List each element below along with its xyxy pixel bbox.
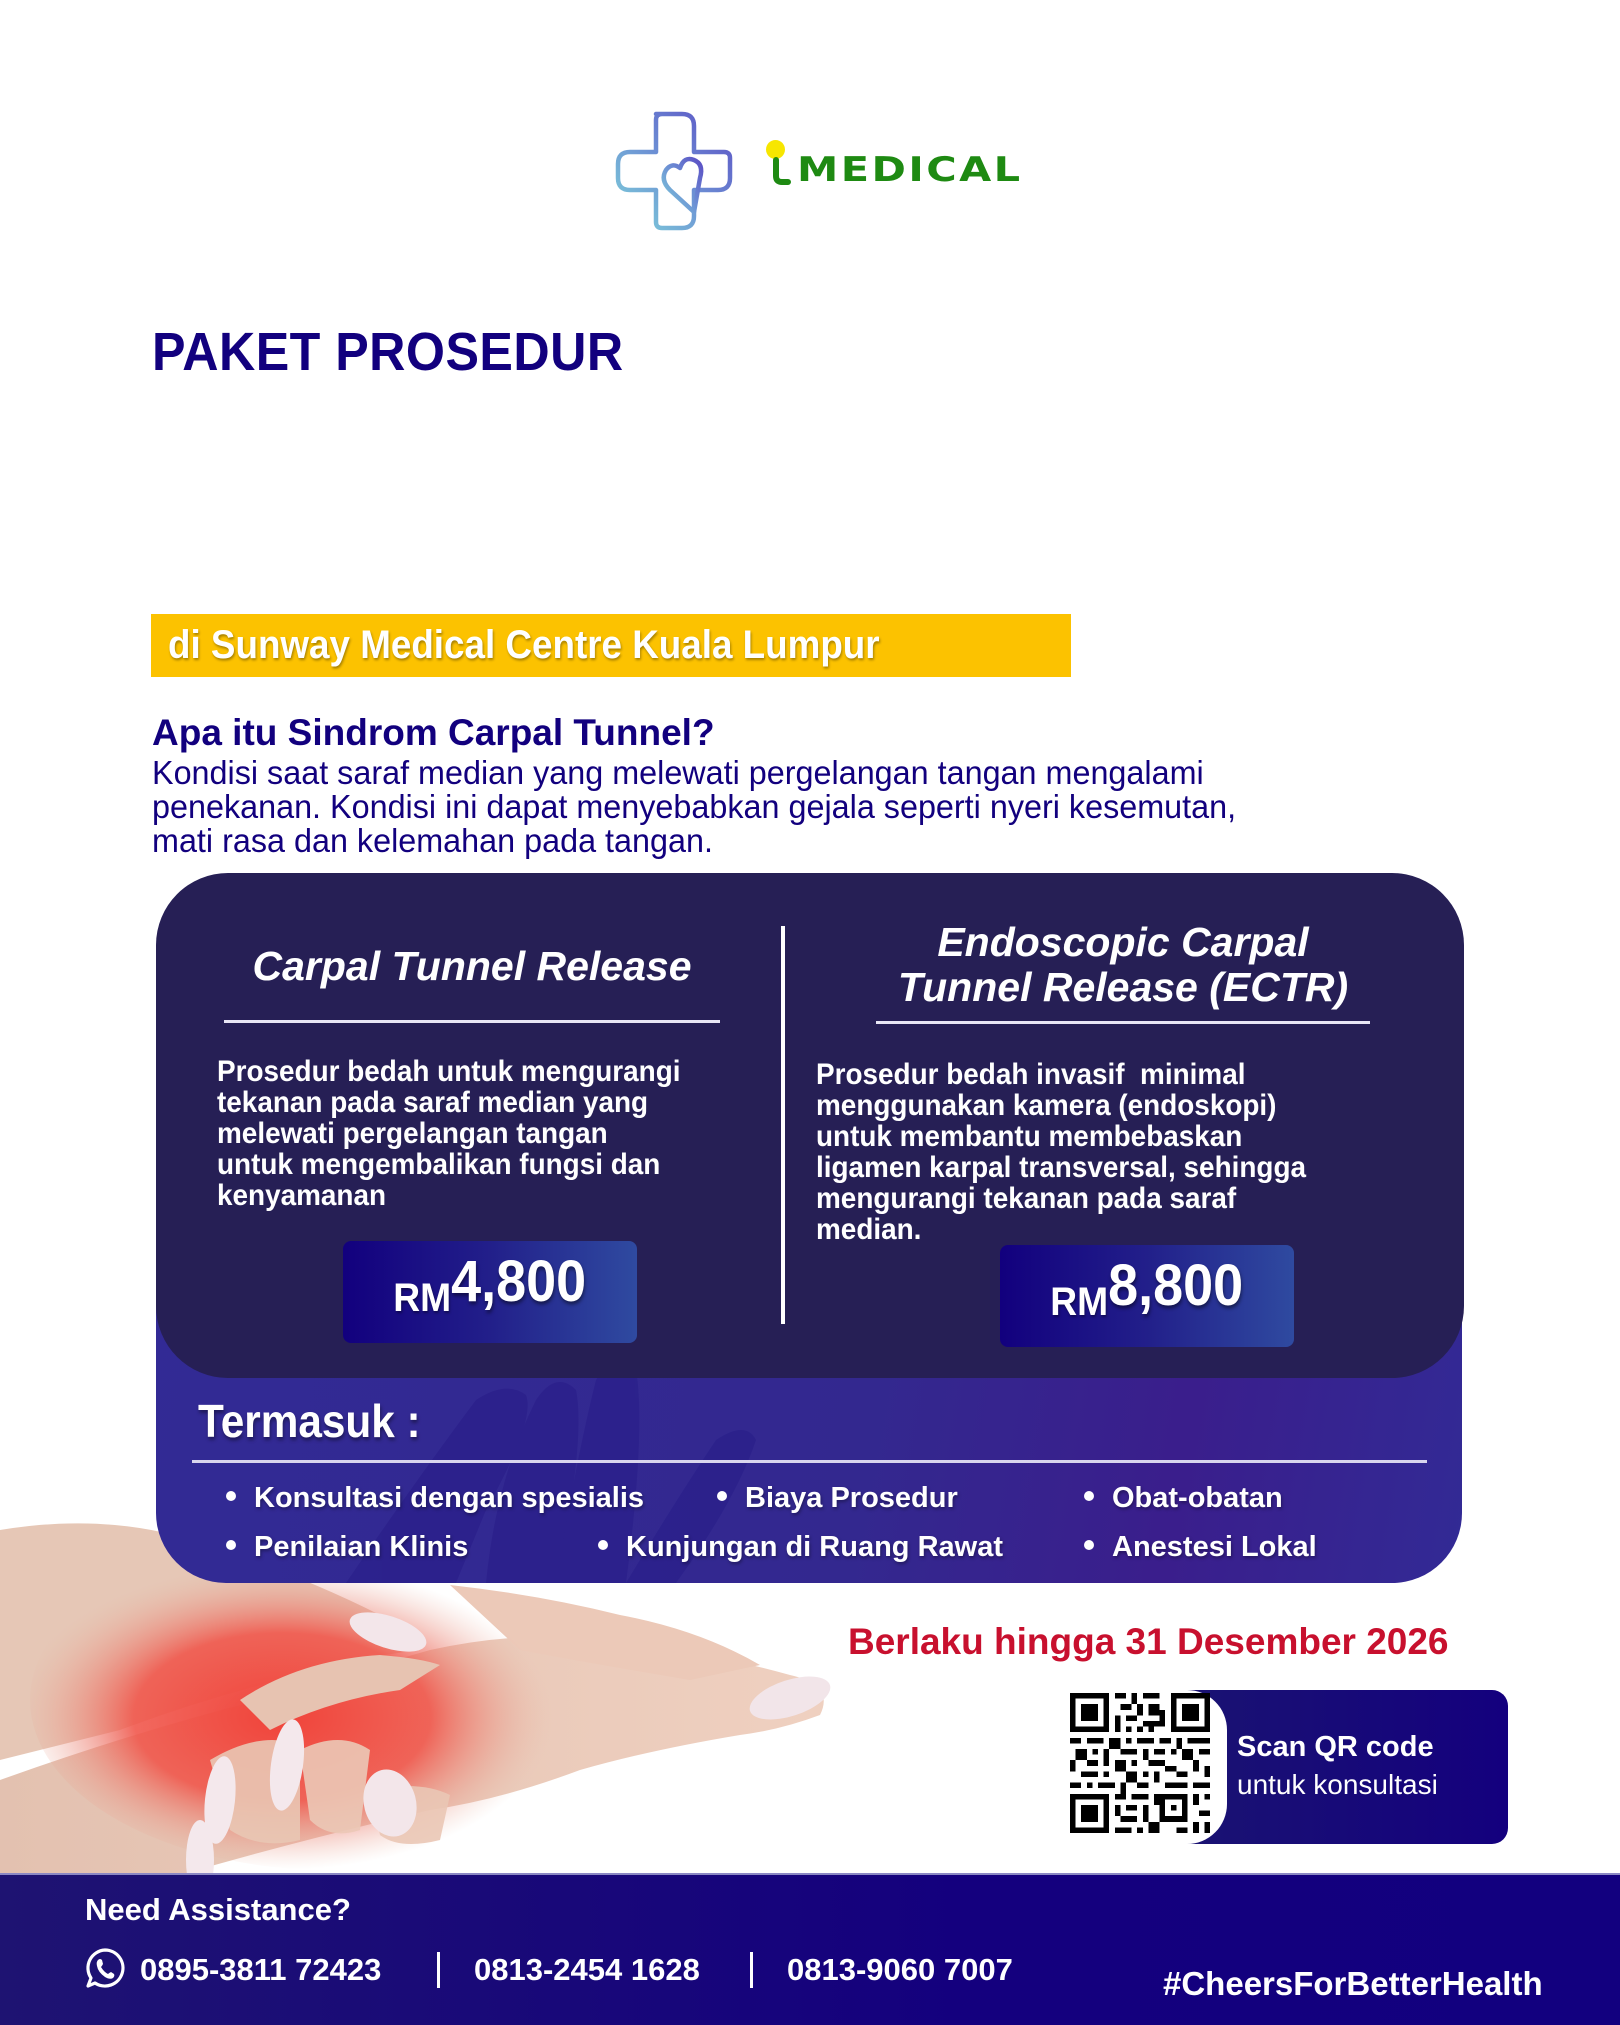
package-title-underline [876,1021,1370,1024]
description-line: Prosedur bedah untuk mengurangi [217,1055,681,1088]
phone-divider [437,1952,440,1988]
description-line: melewati pergelangan tangan [217,1117,608,1150]
description-line: untuk mengembalikan fungsi dan [217,1148,661,1181]
description-line: untuk membantu membebaskan [816,1120,1243,1153]
includes-heading: Termasuk : [198,1395,421,1447]
footer-hashtag: #CheersForBetterHealth [1163,1965,1543,2002]
package-description-ectr [816,1059,1306,1245]
package-title-crs [224,944,720,989]
price-currency: RM [1050,1280,1109,1324]
logo-i-glyph [768,156,792,186]
intro-heading: Apa itu Sindrom Carpal Tunnel? [152,712,715,753]
include-item [598,1529,1003,1565]
package-description-crs [217,1056,681,1211]
description-line: median. [816,1213,922,1246]
include-item [1084,1529,1317,1565]
whatsapp-icon [83,1946,127,1990]
package-title-line: Carpal Tunnel Release [252,943,692,989]
description-line: kenyamanan [217,1179,387,1212]
include-item-label: Penilaian Klinis [254,1531,469,1563]
price-amount: 4,800 [451,1249,587,1314]
main-title-line-1 [150,390,1115,500]
include-item-label: Biaya Prosedur [745,1482,958,1514]
include-item-label: Kunjungan di Ruang Rawat [626,1531,1003,1563]
main-title-text: SYNDROME [150,503,779,613]
location-text: di Sunway Medical Centre Kuala Lumpur [168,623,880,667]
price-tag-crs [343,1241,637,1343]
description-line: Prosedur bedah invasif minimal [816,1058,1246,1091]
price-amount: 8,800 [1108,1253,1244,1318]
intro-body [152,756,1426,858]
bullet-icon [1084,1491,1094,1501]
bullet-icon [1084,1540,1094,1550]
bullet-icon [226,1491,236,1501]
main-title-line-2 [150,503,1115,613]
package-title-line: Endoscopic Carpal [937,919,1309,965]
kicker-title: PAKET PROSEDUR [152,322,624,382]
footer-help-label: Need Assistance? [85,1892,351,1927]
price-currency: RM [393,1276,452,1320]
phone-number[interactable]: 0813-9060 7007 [787,1952,1013,1987]
description-line: mengurangi tekanan pada saraf [816,1182,1237,1215]
phone-number[interactable]: 0813-2454 1628 [474,1952,700,1987]
phone-number[interactable]: 0895-3811 72423 [140,1952,382,1987]
qr-caption-title: Scan QR code [1237,1731,1434,1763]
description-line: menggunakan kamera (endoskopi) [816,1089,1277,1122]
qr-code-icon[interactable] [1070,1692,1210,1834]
intro-body-line: penekanan. Kondisi ini dapat menyebabkan gejala seperti nyeri kesemutan, [152,788,1237,825]
package-separator [781,926,785,1324]
logo-cross-heart-icon [612,108,738,234]
qr-caption-subtitle: untuk konsultasi [1237,1769,1438,1800]
include-item [226,1480,644,1516]
include-item-label: Anestesi Lokal [1112,1531,1317,1563]
bullet-icon [598,1540,608,1550]
description-line: ligamen karpal transversal, sehingga [816,1151,1307,1184]
main-title-text: CARPAL TUNNEL [150,390,1068,500]
include-item [717,1480,958,1516]
logo-wordmark: MEDICAL [797,150,1023,190]
description-line: tekanan pada saraf median yang [217,1086,649,1119]
phone-divider [750,1952,753,1988]
bullet-icon [717,1491,727,1501]
price-tag-ectr [1000,1245,1294,1347]
includes-divider [192,1460,1427,1463]
include-item-label: Konsultasi dengan spesialis [254,1482,644,1514]
include-item-label: Obat-obatan [1112,1482,1283,1514]
package-title-underline [224,1020,720,1023]
intro-body-line: mati rasa dan kelemahan pada tangan. [152,822,713,859]
bullet-icon [226,1540,236,1550]
include-item [1084,1480,1283,1516]
include-item [226,1529,468,1565]
validity-notice: Berlaku hingga 31 Desember 2026 [848,1621,1449,1662]
intro-body-line: Kondisi saat saraf median yang melewati pergelangan tangan mengalami [152,754,1204,791]
package-title-line: Tunnel Release (ECTR) [897,964,1349,1010]
package-title-ectr [868,920,1378,1010]
